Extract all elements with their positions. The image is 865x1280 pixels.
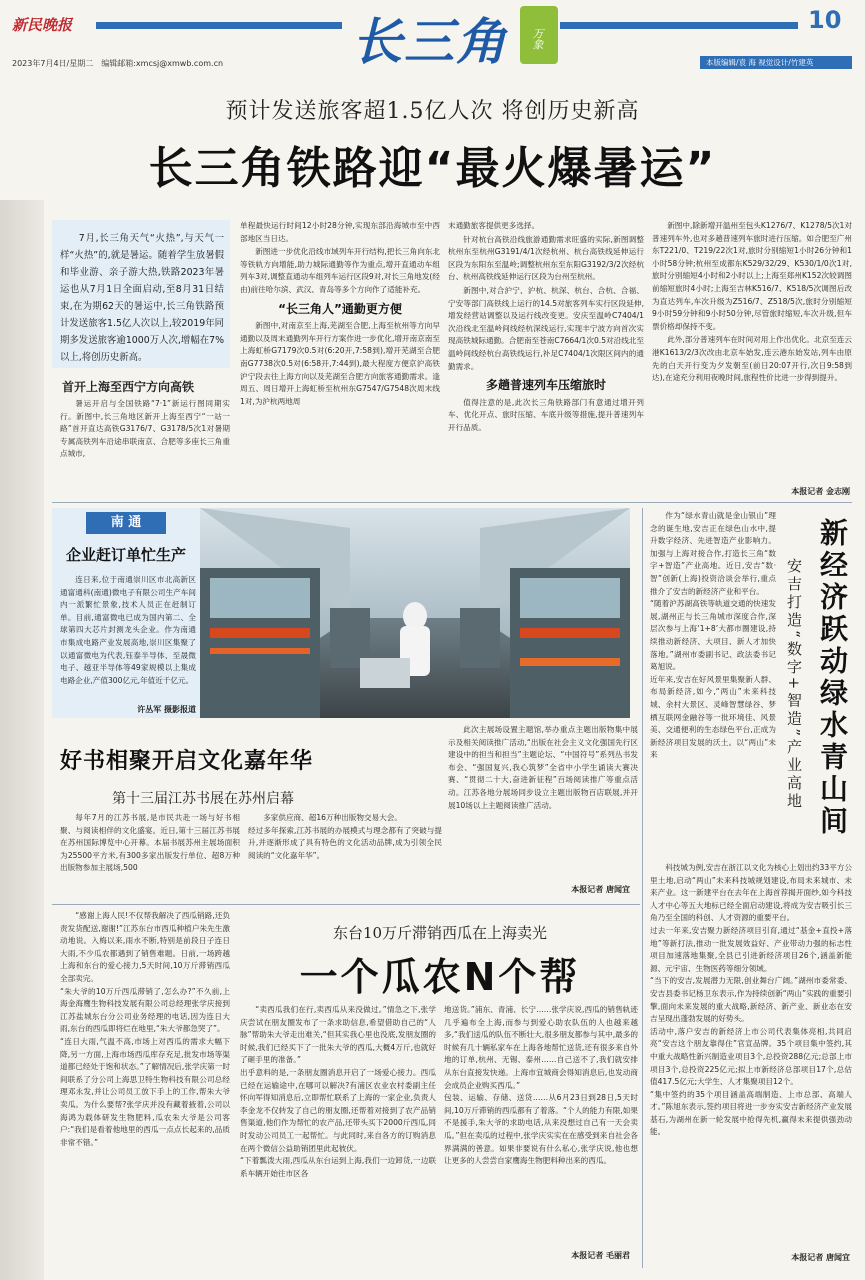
melon-kicker: 东台10万斤滞销西瓜在上海卖光 <box>332 924 548 942</box>
rail-col4-text-b: 此外,部分普速列车在时间对用上作出优化。北京至连云港K1613/2/3次改由北京车始发,连云港东始发站,列车由原先的白天开行变为夕发朝至(前日20:07开行,次日9:58到达),在途充分利用夜晚时间,旅程性价比进一步得到提升。 <box>652 335 852 383</box>
melon-col2 <box>240 1004 436 1260</box>
cleanroom-illustration <box>200 508 630 718</box>
anji-byline: 本报记者 唐闻宜 <box>791 1253 850 1262</box>
nantong-title: 企业赶订单忙生产 <box>65 546 186 564</box>
anji-left-rule <box>642 508 643 1268</box>
nantong-place-badge <box>86 512 166 534</box>
section-tag-badge <box>520 6 558 64</box>
header-blue-bar-left <box>96 22 342 29</box>
bookfair-col2 <box>248 812 442 898</box>
editors-text: 本版编辑/袁 海 视觉设计/竹建英 <box>706 58 814 67</box>
left-edge-strip <box>0 200 44 1280</box>
rail-col3-text-b: 针对杭台高铁沿线旅游通勤需求旺盛的实际,新图调整杭州东至杭州G3191/4/1次经杭州、杭台高铁线延伸运行区段为东阳东至温岭;调整杭州东至东阳G3192/3/2次经杭台、杭州高铁线延伸运行区段为台州至杭州。 <box>448 234 644 282</box>
rail-sub2: “长三角人”通勤更方便 <box>278 301 402 316</box>
rail-col1 <box>60 398 230 498</box>
rail-lead-box <box>52 220 230 368</box>
anji-col-top-text: 作为“绿水青山就是金山银山”理念的诞生地,安吉正在绿色山水中,提升数字经济、先进智造产业影响力。加强与上海对接合作,打造长三角“数字+智造”产业高地。近日,安吉“数·智”创新(上海)投资洽谈会举行,重点推介了安吉的新经济产业和平台。 “随着沪苏湖高铁等轨道交通的快速发展,湖州正与长三角城市深度合作,深层次参与上海‘1+8’大都市圈建设,持续推动新经济、大项目、新人才加快落地。”湖州市委副书记、政法委书记葛旭说。 近年来,安吉在好风景里集聚新人群、布局新经济,如今,“两山”未来科技城、余村大景区、灵峰智慧绿谷、梦栖互联网金融谷等一批环境佳、风景美、交通便利的生态绿色平台,正成为新经济项目发展的沃土。以“两山”未来 <box>650 511 776 760</box>
rail-col1-text: 暑运开启与全国铁路“7·1”新运行图同期实行。新图中,长三角地区新开上海至西宁“一站一路”首开直达高铁G3176/7、G3178/5次1对暑期专属高铁列车沿途串联南京、合肥等多座长三角重点城市, <box>60 399 230 459</box>
rail-col3 <box>448 220 644 500</box>
melon-col1-text: “感谢上海人民!不仅帮我解决了西瓜销路,还负责发货配送,谢谢!”江苏东台市西瓜种植户朱先生激动地说。入梅以来,雨水不断,特别是前段日子连日大雨,不少瓜农都遇到了销售难题。日前,一场跨越上海和东台的爱心接力,5天时间,10万斤滞销西瓜全部卖完。 “朱大爷的10万斤西瓜滞销了,怎么办?”不久前,上海金海鹰生物科技发展有限公司总经理张学庆接到江苏盐城东台分公司业务经理的电话,因为连日大雨,东台的西瓜即将烂在地里,“朱大爷都急哭了”。 “连日大雨,气温不高,市场上对西瓜的需求大幅下降,另一方面,上海市场西瓜库存充足,批发市场等渠道都已经处于饱和状态。”了解情况后,张学庆第一时间联系了分公司上海思卫特生物科技有限公司总经理邓永发,并让公司员工放下手上的工作,帮朱大爷卖瓜。为什么要帮?张学庆并没有藏着掖着,公司以海鸿为载体研发生物肥料,瓜农朱大爷是公司客户:“我们是看着他地里的西瓜一点点长起来的,品质非常不错。” <box>60 911 230 1147</box>
melon-col2-text: “卖西瓜我们在行,卖西瓜从来没做过。”情急之下,张学庆尝试在朋友圈发布了一条求助信息,希望借助自己的“人脉”帮助朱大爷走出难关,“但其实我心里也没底,发朋友圈的时候,我们已经买下了一批朱大爷的西瓜,大概4万斤,也就好了砸手里的准备。” 出乎意料的是,一条朋友圈消息开启了一场爱心接力。西瓜已经在运输途中,在哪可以解决?有浦区农业农村委副主任怀向军得知消息后,立即帮忙联系了上海的一家企业,负责人李金龙不仅转发了自己的朋友圈,还帮着对接到了农产品销售渠道,他们作为帮忙的农产品,还带头买下2000斤西瓜,同时发动公司员工一起帮忙。与此同时,来自各方的订购消息在两个微信公益助销团里此起彼伏。 “下着瓢泼大雨,西瓜从东台运到上海,我们一边卸货,一边联系车辆开始往市区各 <box>240 1005 436 1178</box>
paper-logo: 新民晚报 <box>12 16 73 34</box>
rail-byline: 本报记者 金志刚 <box>791 487 850 496</box>
anji-col-bottom <box>650 862 852 1250</box>
melon-title: 一个瓜农N个帮 <box>299 955 581 999</box>
bookfair-col1 <box>60 812 240 898</box>
rail-col2-text-a: 单程最快运行时间12小时28分钟,实现东部沿海城市至中西部地区当日达。 <box>240 221 440 243</box>
nantong-credit: 许丛军 摄影报道 <box>137 705 196 714</box>
bookfair-col2-text: 多家供应商、超16万种出版物交易大会。 经过多年探索,江苏书展的办展模式与理念都有了突破与提升,并逐渐形成了具有特色的文化活动品牌,成为引领全民阅读的“文化嘉年华”。 <box>248 813 442 860</box>
masthead <box>0 0 865 72</box>
rail-col3-text-d: 值得注意的是,此次长三角铁路部门有意通过增开列车、优化开点、旅时压缩、车底升级等措施,提升普速列车开行品质。 <box>448 397 644 432</box>
melon-col3 <box>444 1004 638 1244</box>
anji-col-bottom-text: 科技城为例,安吉在浙江以文化为核心上划出约33平方公里土地,启动“两山”未来科技城规划建设,布局未来城市、未来产业。这一新建平台在去年在上海首荐揭开面纱,如今科技人才中心等五大地标已经全面启动建设,将成为安吉吸引长三角乃至全国的科创、人才资源的重要平台。 过去一年来,安吉聚力新经济项目引育,通过“基金+直投+落地”等新打法,推动一批发展效益好、产业带动力强的标志性项目加速落地集聚,全县已引进新经济项目26个,涵盖新能源、元宇宙、生物医药等细分领域。 “当下的安吉,发展潜力无限,创业舞台广阔。”湖州市委常委、安吉县委书记杨卫东表示,作为持续创新“两山”实践的重要引擎,面向未来发展的重大战略,新经济、新产业、新业态在安吉呈现出蓬勃发展的好势头。 活动中,落户安吉的新经济上市公司代表集体亮相,共同启亮“安吉这个朋友靠得住”官宣品牌。35个项目集中签约,其中重大战略性新兴制造业项目3个,总投资288亿元;总部上市项目3个,总投资225亿元;拟上市新经济总部项目17个,总估值417.5亿元;大学生、人才集聚项目12个。 “集中签约的35个项目涵盖高端制造、上市总部、高端人才。”陈旭东表示,签约项目将进一步夯实安吉新经济产业发展基石,为湖州在新一轮发展中抢得先机,赢得未来提供强劲动能。 <box>650 863 852 1137</box>
bookfair-col3 <box>448 724 638 880</box>
rail-col2-text-b: 新图进一步优化沿线市域列车开行结构,把长三角向东北等铁轨方向增能,助力城际通勤等作为重点,增开直通动车组列车3对,调整直通动车组列车运行区段9对,对长三角地发(经由)前往哈尔滨、武汉、青岛等多个方向作了适能补充。 <box>240 247 440 294</box>
nantong-text: 连日来,位于南通崇川区市北高新区通富通科(南通)微电子有限公司生产车间内一派繁忙景象,技术人员正在赶制订单。目前,通富微电已成为国内第二、全球第四大芯片封测龙头企业。作为南通市集成电路产业发展高地,崇川区集聚了以通富微电为代表,钰泰半导体、至晟微电子、越亚半导体等49家规模以上集成电路企业,产值300亿元,年值近千亿元。 <box>60 575 196 685</box>
nantong-text-block <box>60 574 196 702</box>
section-title: 长三角 <box>352 12 508 71</box>
nantong-photo <box>200 508 630 718</box>
divider-2 <box>52 904 640 905</box>
nantong-place: 南 通 <box>110 515 142 530</box>
date-line: 2023年7月4日/星期二 编辑邮箱:xmcsj@xmwb.com.cn <box>12 59 224 68</box>
rail-sub3: 多趟普速列车压缩旅时 <box>485 378 606 393</box>
melon-byline: 本报记者 毛丽君 <box>571 1251 630 1260</box>
rail-lead-text: 7月,长三角天气“火热”,与天气一样“火热”的,就是暑运。随着学生放暑假和毕业游、亲子游大热,铁路2023年暑运也从7月1日全面启动,至8月31日结束,在为期62天的暑运中,长三角铁路预计发送旅客1.5亿人次以上,较2019年同期多发送旅客逾1000万人次,增幅在7%以上,将创历史新高。 <box>60 233 224 363</box>
header-blue-bar-right <box>560 22 798 29</box>
bookfair-byline: 本报记者 唐闻宜 <box>571 885 630 894</box>
anji-col-top <box>650 510 776 860</box>
rail-col3-text-c: 新图中,对合沪宁、沪杭、杭深、杭台、合杭、合福、宁安等部门高铁线上运行的14.5对旅客列车实行区段延伸,增发经营站调整以及运行线改变更。安庆至温岭C7404/1次沿线北至温岭间线经杭深线运行,实现丰宁波方向首次实现高铁城际通勤。合肥南至苍南C7664/1次0.5对沿线北至温岭间线经杭台高铁线运行,补足C7404/1次限区间内的通勤需求。 <box>448 285 644 371</box>
rail-headline: 长三角铁路迎“最火爆暑运” <box>148 143 717 194</box>
rail-sub1: 首开上海至西宁方向高铁 <box>62 380 195 394</box>
rail-kicker: 预计发送旅客超1.5亿人次 将创历史新高 <box>225 99 640 124</box>
melon-col3-text: 地送货。”浦东、青浦、长宁……张学庆说,西瓜的销售轨迹几乎遍布全上海,而参与到爱心助农队伍的人也越来越多,“我们送瓜的队伍不断壮大,很多朋友都参与其中,最多的时候有几十辆私家车在上海各地帮忙送货,还有很多来自外地的订单,杭州、无锡、泰州……自己送不了,我们就安排从东台直接发快递。上海市宜城商会得知消息后,也发动商会成员企业购买西瓜。” 包装、运输、存储、送货……从6月23日到28日,5天时间,10万斤滞销的西瓜都有了着落。“个人的能力有限,如果不是援手,朱大爷的求助电话,从来没想过自己有一天会卖瓜。”但在卖瓜的过程中,张学庆实实在在感受到来自社会各界满满的善意。如果非要说有什么私心,张学庆说,他也想让更多的人尝尝自家鹰海生物肥料种出来的西瓜。 <box>444 1005 638 1166</box>
page-number: 10 <box>808 6 842 34</box>
rail-col3-text-a: 末通勤旅客提供更多选择。 <box>448 221 540 230</box>
bookfair-title: 好书相聚开启文化嘉年华 <box>60 749 314 774</box>
section-tag-text: 万象 <box>531 28 544 50</box>
bookfair-col3-text: 此次主展场设置主题馆,举办重点主题出版物集中展示及相关阅读推广活动,“出版在社会主义文化强国先行区建设中的担当和担当”主题论坛、“中国符号”系列丛书发布会、“强国复兴,我心筑梦”全省中小学生诵读大赛决赛、“贯彻二十大,奋进新征程”百场阅读推广等重点活动。江苏各地分展场同步设立主题出版物百店联展,并开展10场以上主题阅读推广活动。 <box>448 725 638 810</box>
anji-subtitle: 安吉打造“数字+智造”产业高地 <box>785 558 803 811</box>
anji-title: 新经济跃动绿水青山间 <box>816 518 849 838</box>
bookfair-col1-text: 每年7月的江苏书展,是市民共赴一场与好书相聚、与阅读相伴的文化盛宴。近日,第十三届江苏书展在苏州国际博览中心开幕。本届书展苏州主展场面积为25500平方米,有300多家出版发行单位、超8万种出版物参加主展场,500 <box>60 813 240 873</box>
bookfair-subtitle: 第十三届江苏书展在苏州启幕 <box>112 791 294 807</box>
rail-col2 <box>240 220 440 500</box>
divider-1 <box>52 502 852 503</box>
rail-col4-text-a: 新图中,除新增开温州至包头K1276/7、K1278/5次1对普速列车外,也对多趟普速列车旅时进行压缩。如合肥至广州东T221/0、T219/22次1对,旅时分别缩短1小时26分钟和1小时58分钟;杭州至成都东K529/32/29、K530/1/0次1对,旅时分别缩短4小时和2小时以上;上海至郑州K152次较调图前缩短旅时4小时;上海至吉林K516/7、K518/5次调图后改为直达列车,车次升级为Z516/7、Z518/5次,旅时分别缩短9小时59分钟和9小时50分钟,尽管旅时缩短,车次升级,但车票价格却保持不变。 <box>652 221 852 331</box>
melon-col1 <box>60 910 230 1260</box>
rail-col2-text-c: 新图中,对南京至上海,芜湖至合肥,上海至杭州等方向早通勤以及周末通勤列车开行方案作进一步优化,增开南京南至上海虹桥G7179次0.5对(6:20开,7:58到),增开芜湖至合肥南G7738次0.5对(6:58开,7:44到),最大程度方便京沪高铁沪宁段去往上海方向以及芜湖至合肥方向旅客通勤需求。逢周五、周日增开上海虹桥至杭州东G7547/G7548次周末线1对,为沪杭两地周 <box>240 321 440 406</box>
rail-col4 <box>652 220 852 482</box>
editors-bar <box>700 56 852 69</box>
